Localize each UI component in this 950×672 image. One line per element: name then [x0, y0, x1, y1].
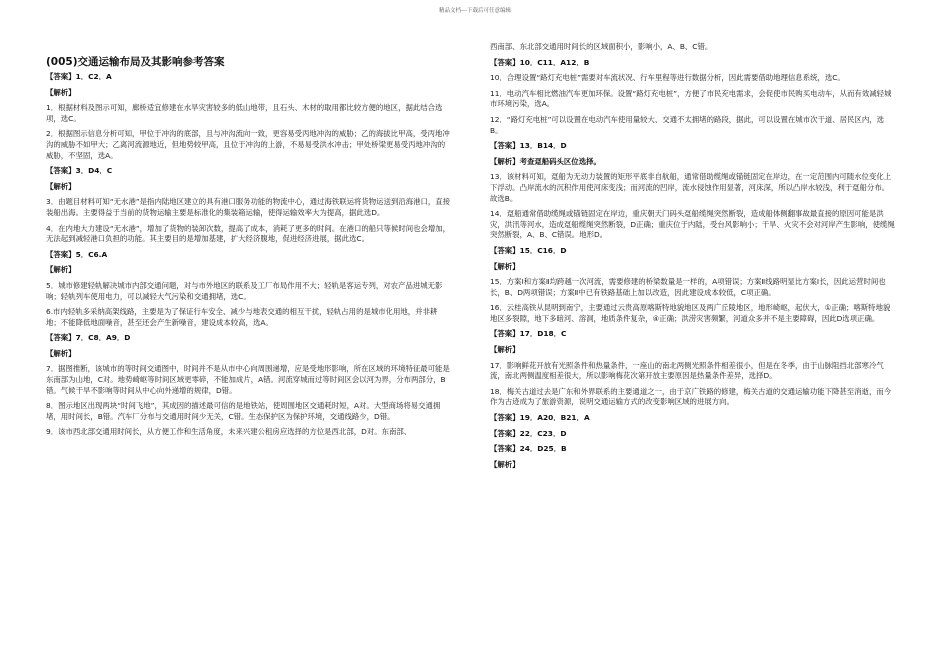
explanation-heading: 【解析】 — [46, 87, 76, 97]
explanation-heading: 【解析】 — [46, 348, 76, 358]
answer-line: 【答案】7．C8．A9．D — [46, 333, 131, 343]
paragraph: 12．“路灯充电桩”可以设置在电动汽车使用量较大、交通不太拥堵的路段，据此，可以设置在城市次干道、居民区内，选B。 — [490, 114, 884, 135]
answer-line: 【答案】5．C6.A — [46, 249, 108, 259]
answer-line: 【答案】1．C2．A — [46, 72, 112, 81]
answer-line: 【答案】17．D18．C — [490, 329, 567, 339]
explanation-heading: 【解析】 — [490, 345, 520, 355]
paragraph: 西南部、东北部交通用时间长的区域面积小，影响小，A、B、C错。 — [490, 42, 713, 51]
paragraph: 13．该材料可知，趸船为无动力装置的矩形平底非自航船，通常借助缆绳或锚链固定在岸边，在一定范围内可随水位变化上下浮动。凸岸流水的沉积作用使河床变浅；而河流的凹岸，流水侵蚀作用显著，河床深，所以凸岸水较浅，利于趸船分布。故选B。 — [490, 172, 892, 203]
explanation-heading: 【解析】考查趸船码头区位选择。 — [490, 156, 601, 166]
page-header: 精品文档---下载后可任意编辑 — [439, 8, 511, 14]
answer-line: 【答案】24．D25．B — [490, 444, 567, 454]
paragraph: 15．方案Ⅰ和方案Ⅱ均跨越一次河流，需要修建的桥梁数量是一样的，A项错误；方案Ⅱ线路明显比方案Ⅰ长，因此运营时间也长，B、D两项错误；方案Ⅱ中已有铁路基础上加以改造，因此建设成本较低，C项正确。 — [490, 277, 886, 297]
explanation-heading: 【解析】 — [46, 265, 76, 275]
paragraph: 7．据图推断，该城市的等时间交通图中，时间并不是从市中心向周围递增，应是受地形影响，所在区域的环境特征最可能是东南部为山地，C对。地势崎岖等时间区域更零碎，不能加成片，A错。河流穿城而过等时间区会以河为界，分布两部分，B错。气候干旱不影响等时间从中心向外递增的规律，D错。 — [46, 364, 450, 395]
document-title: (005)交通运输布局及其影响参考答案 — [46, 56, 225, 68]
paragraph: 4．在内地大力建设“无水港”，增加了货物的装卸次数，提高了成本，消耗了更多的时间。在港口的船只等候时间也会增加，无法起到减轻港口负担的功能。其主要目的是增加基建，扩大经济腹地，促进经济进展，据此选C。 — [46, 223, 451, 244]
answer-line: 【答案】10．C11．A12．B — [490, 57, 590, 67]
paragraph: 14．趸船通常借助缆绳或锚链固定在岸边，重庆朝天门码头趸船缆绳突然断裂，造成船体侧翻事故最直接的原因可能是洪灾，洪汛等河水，造成趸船缆绳突然断裂，D正确；重庆位于内陆，受台风影响小；干旱、火灾不会对河岸产生影响，使缆绳突然断裂，A、B、C错误。地形D。 — [490, 209, 895, 240]
paragraph: 1．根据材料及图示可知，廊桥适宜修建在水旱灾害较多的低山地带，且石头、木材的取用都比较方便的地区，据此结合选项，选C。 — [46, 103, 443, 123]
right-column-content — [490, 42, 895, 470]
paragraph: 6.市内轻轨多采纳高架线路，主要是为了保证行车安全、减少与地表交通的相互干扰，轻轨占用的是城市化用地，并非耕地；不能降低地面噪音，甚至还会产生新噪音，建设成本较高，选A。 — [46, 307, 438, 327]
paragraph: 9．该市西北部交通用时间长，从方便工作和生活角度，未来兴建公租房应选择的方位是西北部，D对。东南部、 — [46, 427, 412, 437]
answer-line: 【答案】19．A20．B21．A — [490, 413, 590, 423]
paragraph: 18．梅关古道过去是广东和外界联系的主要通道之一，由于京广铁路的修建，梅关古道的交通运输功能下降甚至消逝，而今作为古迹成为了旅游资源，说明交通运输方式的改变影响区域的进展方向。 — [490, 386, 892, 407]
paragraph: 10．合理设置“路灯充电桩”需要对车流状况、行车里程等进行数据分析，因此需要借助地理信息系统，选C。 — [490, 73, 845, 83]
explanation-heading: 【解析】 — [490, 261, 520, 271]
right-column — [490, 42, 895, 475]
explanation-heading: 【解析】 — [490, 459, 520, 469]
paragraph: 2．根据图示信息分析可知，甲位于冲沟的底部，且与冲沟流向一致，更容易受丙地冲沟的威胁；乙的海拔比甲高，受丙地冲沟的威胁不如甲大；乙离河流源地近，但地势较甲高，且位于冲沟的上游，不易易受洪水冲击；甲处桥梁更易受丙地冲沟的威胁，不坚固，选A。 — [46, 129, 450, 160]
left-column — [46, 56, 451, 443]
answer-line: 【答案】13．B14．D — [490, 141, 567, 151]
paragraph: 8．图示地区出现两块“时间飞地”，其成因的描述最可信的是地铁站，使周围地区交通耗时短，A对。大型商场将易交通拥堵，用时间长，B错。汽车厂分布与交通用时间少无关，C错。生态保护区为保护环境，交通线路少，D错。 — [46, 401, 441, 421]
explanation-heading: 【解析】 — [46, 181, 76, 191]
paragraph: 16．云桂高铁从昆明到南宁，主要通过云贵高原喀斯特地貌地区及两广丘陵地区，地形崎岖，起伏大，①正确；喀斯特地貌地区多裂隙，地下多暗河、溶洞，地质条件复杂，④正确；洪涝灾害频繁，河道众多并不是主要障碍，因此D选项正确。 — [490, 303, 891, 323]
paragraph: 5．城市修建轻轨解决城市内部交通问题，对与市外地区的联系及工厂布局作用不大；轻轨是客运专列，对农产品进城无影响；轻轨列车使用电力，可以减轻大气污染和交通拥堵，选C。 — [46, 280, 443, 301]
paragraph: 3．由题目材料可知“无水港”是指内陆地区建立的具有港口服务功能的物流中心，通过海铁联运将货物运送到沿海港口，直接装船出海。主要得益于当前的货物运输主要是标准化的集装箱运输，使得运输效率大为提高，据此选D。 — [46, 197, 451, 217]
paragraph: 11．电动汽车相比燃油汽车更加环保。设置“路灯充电桩”，方便了市民充电需求，会促使市民购买电动车，从而有效减轻城市环境污染，选A。 — [490, 88, 892, 109]
answer-line: 【答案】3．D4．C — [46, 166, 113, 176]
answer-line: 【答案】22．C23．D — [490, 428, 567, 438]
answer-line: 【答案】15．C16．D — [490, 245, 567, 255]
paragraph: 17．影响鲜花开放有光照条件和热量条件，一座山的南北两侧光照条件相差很小，但是在冬季，由于山脉阻挡北部寒冷气流，南北两侧温度相差很大，所以影响梅花次第开放主要原因是热量条件差异，选择D。 — [490, 360, 884, 381]
left-column-content — [46, 72, 451, 438]
